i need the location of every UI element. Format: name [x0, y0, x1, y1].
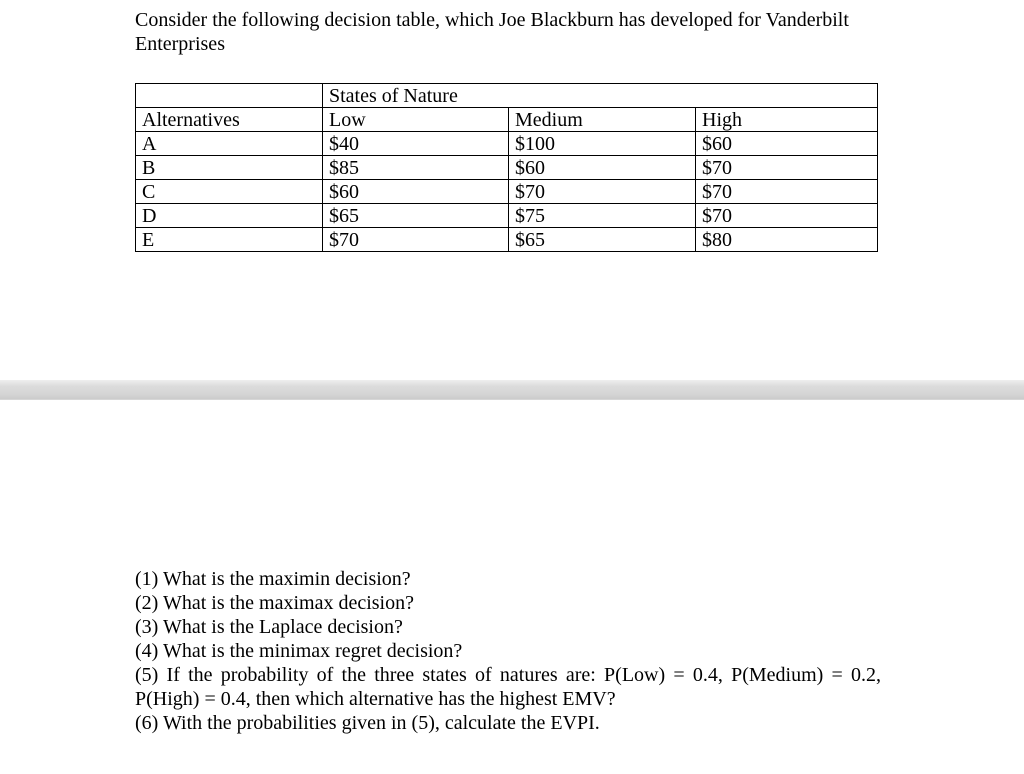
state-header-medium: Medium — [509, 108, 696, 132]
alternative-cell: A — [136, 132, 323, 156]
payoff-cell: $70 — [323, 228, 509, 252]
payoff-cell: $60 — [509, 156, 696, 180]
payoff-cell: $65 — [323, 204, 509, 228]
table-row — [136, 180, 878, 204]
table-row — [136, 156, 878, 180]
question-line: (4) What is the minimax regret decision? — [135, 640, 463, 662]
intro-line: Consider the following decision table, which Joe Blackburn has developed for Vanderbilt — [135, 9, 849, 31]
table-row — [136, 228, 878, 252]
intro-line: Enterprises — [135, 33, 225, 55]
payoff-cell: $70 — [696, 156, 878, 180]
decision-table — [135, 83, 878, 252]
payoff-cell: $70 — [509, 180, 696, 204]
question-line: (1) What is the maximin decision? — [135, 568, 411, 590]
question-line: P(High) = 0.4, then which alternative has the highest EMV? — [135, 688, 616, 710]
states-of-nature-header-cell: States of Nature — [323, 84, 878, 108]
question-line: (2) What is the maximax decision? — [135, 592, 414, 614]
table-row — [136, 204, 878, 228]
question-line: (6) With the probabilities given in (5), calculate the EVPI. — [135, 712, 600, 734]
payoff-cell: $40 — [323, 132, 509, 156]
question-line: (3) What is the Laplace decision? — [135, 616, 403, 638]
table-row — [136, 132, 878, 156]
corner-cell — [136, 84, 323, 108]
question-line: (5) If the probability of the three states of natures are: P(Low) = 0.4, P(Medium) = 0.2, — [135, 664, 881, 686]
payoff-cell: $85 — [323, 156, 509, 180]
payoff-cell: $70 — [696, 180, 878, 204]
payoff-cell: $60 — [696, 132, 878, 156]
payoff-cell: $100 — [509, 132, 696, 156]
alternative-cell: B — [136, 156, 323, 180]
payoff-cell: $75 — [509, 204, 696, 228]
questions-block — [135, 567, 881, 735]
state-header-high: High — [696, 108, 878, 132]
alternative-cell: E — [136, 228, 323, 252]
group-header-row — [136, 84, 878, 108]
payoff-cell: $60 — [323, 180, 509, 204]
alternatives-header-cell: Alternatives — [136, 108, 323, 132]
state-header-low: Low — [323, 108, 509, 132]
payoff-cell: $80 — [696, 228, 878, 252]
section-divider — [0, 380, 1024, 400]
intro-paragraph — [135, 8, 887, 56]
payoff-cell: $65 — [509, 228, 696, 252]
alternative-cell: D — [136, 204, 323, 228]
payoff-cell: $70 — [696, 204, 878, 228]
column-header-row — [136, 108, 878, 132]
alternative-cell: C — [136, 180, 323, 204]
